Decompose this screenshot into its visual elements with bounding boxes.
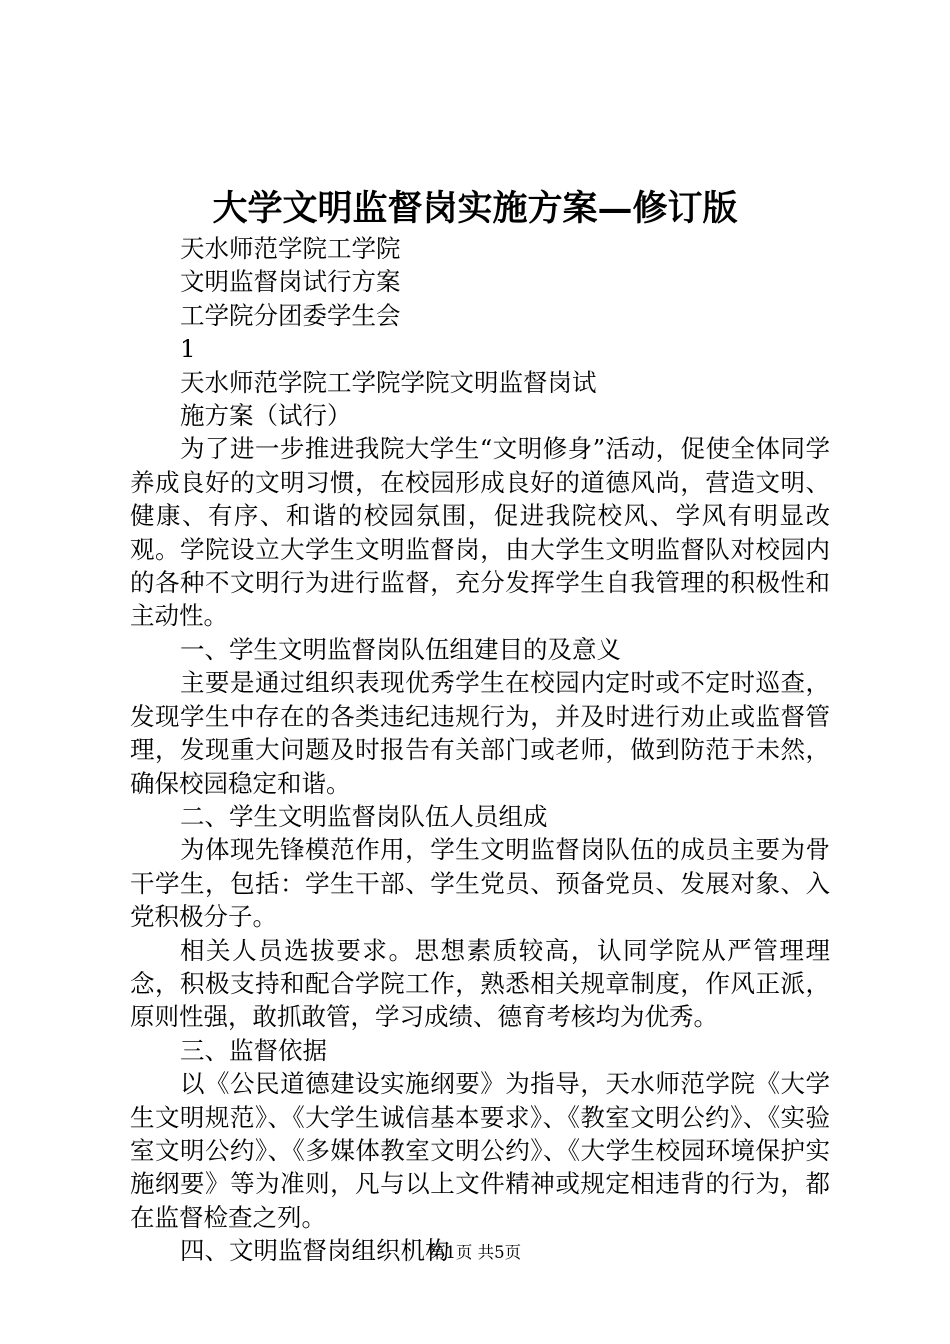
org-name-line: 天水师范学院工学院 (180, 234, 401, 263)
document-body (130, 232, 830, 1268)
section-paragraph-1: 主要是通过组织表现优秀学生在校园内定时或不定时巡查，发现学生中存在的各类违纪违规行为，并及时进行劝止或监督管理，发现重大问题及时报告有关部门或老师，做到防范于未然，确保校园稳定和谐。 (130, 668, 830, 798)
subtitle-line-2: 施方案（试行） (180, 401, 352, 431)
issuer-line: 工学院分团委学生会 (180, 300, 401, 330)
section-paragraph-2a: 为体现先锋模范作用，学生文明监督岗队伍的成员主要为骨干学生，包括：学生干部、学生党员、预备党员、发展对象、入党积极分子。 (130, 835, 830, 932)
subtitle-line-1: 天水师范学院工学院学院文明监督岗试 (180, 367, 597, 397)
section-heading-3: 三、监督依据 (180, 1035, 327, 1065)
page-footer: 第1页 共5页 (428, 1243, 522, 1262)
section-paragraph-3: 以《公民道德建设实施纲要》为指导，天水师范学院《大学生文明规范》、《大学生诚信基本要求》、《教室文明公约》、《实验室文明公约》、《多媒体教室文明公约》、《大学生校园环境保护实施纲要》等为准则，凡与以上文件精神或规定相违背的行为，都在监督检查之列。 (130, 1069, 830, 1232)
plan-name-line: 文明监督岗试行方案 (180, 267, 401, 297)
document-title: 大学文明监督岗实施方案—修订版 (212, 188, 738, 229)
intro-paragraph: 为了进一步推进我院大学生“文明修身”活动，促使全体同学养成良好的文明习惯，在校园形成良好的道德风尚，营造文明、健康、有序、和谐的校园氛围，促进我院校风、学风有明显改观。学院设立大学生文明监督岗，由大学生文明监督队对校园内的各种不文明行为进行监督，充分发挥学生自我管理的积极性和主动性。 (130, 434, 830, 631)
number-line: 1 (180, 334, 196, 364)
section-heading-2: 二、学生文明监督岗队伍人员组成 (180, 801, 548, 831)
section-paragraph-2b: 相关人员选拔要求。思想素质较高，认同学院从严管理理念，积极支持和配合学院工作，熟悉相关规章制度，作风正派，原则性强，敢抓敢管，学习成绩、德育考核均为优秀。 (130, 935, 830, 1032)
section-heading-4: 四、文明监督岗组织机构 (180, 1236, 450, 1266)
section-heading-1: 一、学生文明监督岗队伍组建目的及意义 (180, 634, 621, 664)
